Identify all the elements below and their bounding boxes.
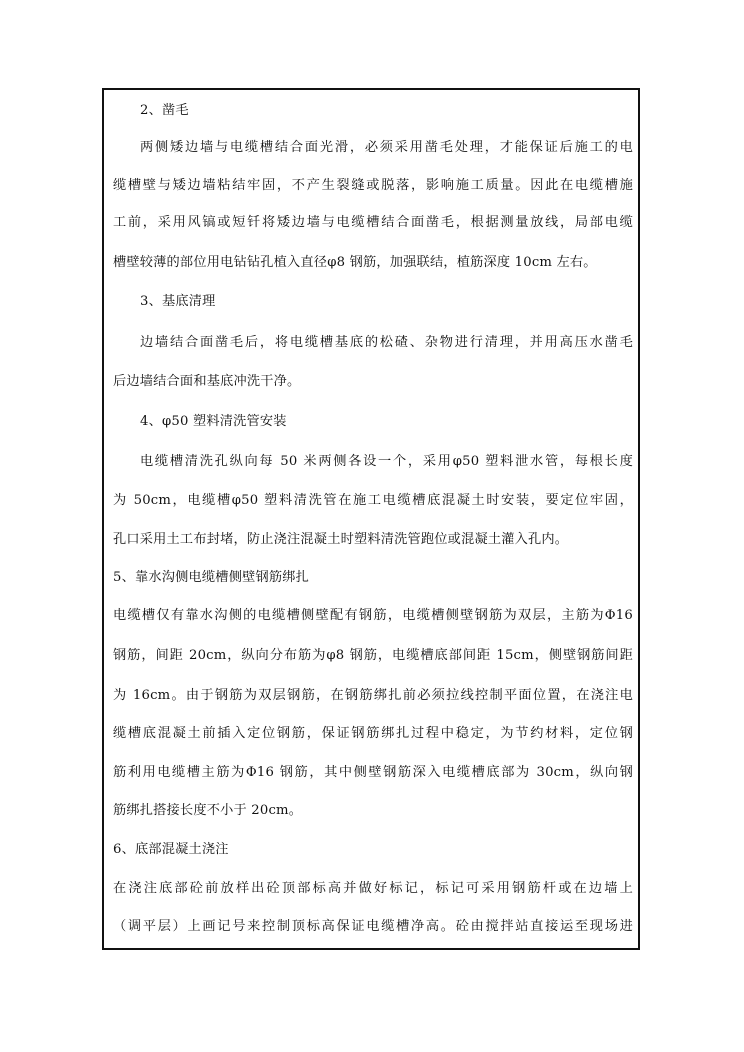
- paragraph-line: 后边墙结合面和基底冲洗干净。: [113, 374, 301, 389]
- paragraph-line: （调平层）上画记号来控制顶标高保证电缆槽净高。砼由搅拌站直接运至现场进: [113, 919, 633, 934]
- section-heading-chiseling: 2、凿毛: [140, 103, 189, 118]
- paragraph-line: 槽壁较薄的部位用电钻钻孔植入直径φ8 钢筋，加强联结，植筋深度 10cm 左右。: [113, 255, 597, 270]
- paragraph-line: 筋利用电缆槽主筋为Φ16 钢筋，其中侧壁钢筋深入电缆槽底部为 30cm，纵向钢: [113, 765, 633, 780]
- paragraph-line: 工前，采用风镐或短钎将矮边墙与电缆槽结合面凿毛，根据测量放线，局部电缆: [113, 215, 633, 230]
- paragraph-line: 两侧矮边墙与电缆槽结合面光滑，必须采用凿毛处理，才能保证后施工的电: [140, 140, 633, 155]
- paragraph-line: 在浇注底部砼前放样出砼顶部标高并做好标记，标记可采用钢筋杆或在边墙上: [113, 881, 633, 896]
- section-heading-concrete-pouring: 6、底部混凝土浇注: [113, 842, 229, 857]
- paragraph-line: 缆槽底混凝土前插入定位钢筋，保证钢筋绑扎过程中稳定，为节约材料，定位钢: [113, 726, 633, 741]
- paragraph-line: 缆槽壁与矮边墙粘结牢固，不产生裂缝或脱落，影响施工质量。因此在电缆槽施: [113, 178, 633, 193]
- section-heading-cleaning-pipe: 4、φ50 塑料清洗管安装: [140, 414, 287, 429]
- paragraph-line: 电缆槽清洗孔纵向每 50 米两侧各设一个，采用φ50 塑料泄水管，每根长度: [140, 454, 633, 469]
- section-heading-rebar-binding: 5、靠水沟侧电缆槽侧壁钢筋绑扎: [113, 570, 310, 585]
- paragraph-line: 边墙结合面凿毛后，将电缆槽基底的松碴、杂物进行清理，并用高压水凿毛: [140, 335, 633, 350]
- section-heading-base-cleaning: 3、基底清理: [140, 294, 216, 309]
- paragraph-line: 孔口采用土工布封堵，防止浇注混凝土时塑料清洗管跑位或混凝土灌入孔内。: [113, 532, 569, 547]
- paragraph-line: 钢筋，间距 20cm，纵向分布筋为φ8 钢筋，电缆槽底部间距 15cm，侧壁钢筋间距: [113, 648, 633, 663]
- paragraph-line: 筋绑扎搭接长度不小于 20cm。: [113, 803, 303, 818]
- paragraph-line: 为 16cm。由于钢筋为双层钢筋，在钢筋绑扎前必须拉线控制平面位置，在浇注电: [113, 688, 633, 703]
- paragraph-line: 为 50cm，电缆槽φ50 塑料清洗管在施工电缆槽底混凝土时安装，要定位牢固，: [113, 493, 633, 508]
- paragraph-line: 电缆槽仅有靠水沟侧的电缆槽侧壁配有钢筋，电缆槽侧壁钢筋为双层，主筋为Φ16: [113, 608, 633, 623]
